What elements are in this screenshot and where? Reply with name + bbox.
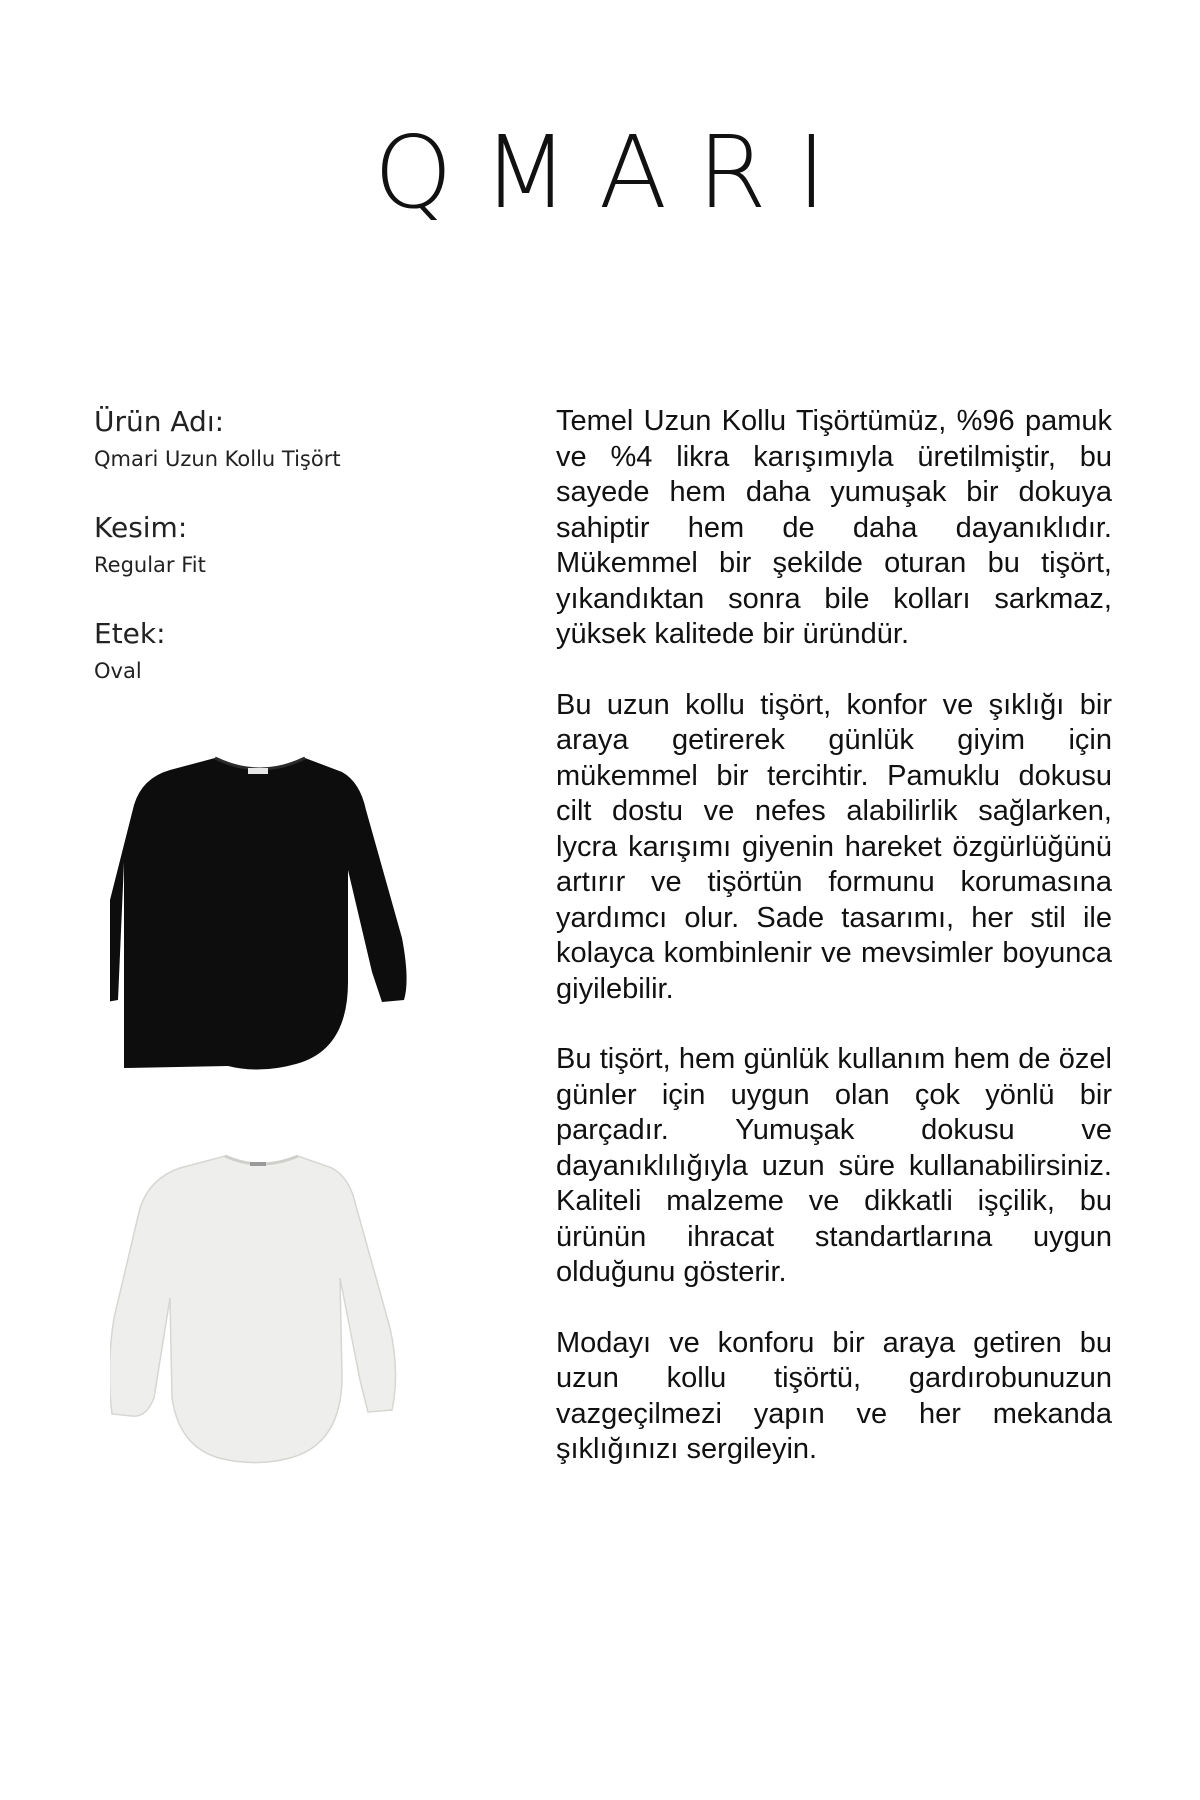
black-shirt-shape	[110, 758, 407, 1070]
spec-product-name	[94, 404, 514, 474]
spec-label: Ürün Adı:	[94, 405, 225, 438]
spec-label: Kesim:	[94, 511, 188, 544]
description-paragraph: Temel Uzun Kollu Tişörtümüz, %96 pamuk ve %4 likra karışımıyla üretilmiştir, bu sayede hem daha yumuşak bir dokuya sahiptir hem de daha dayanıklıdır. Mükemmel bir şekilde oturan bu tişört, yıkandıktan sonra bile kolları sarkmaz, yüksek kalitede bir üründür.	[556, 405, 1112, 650]
description-paragraph: Bu tişört, hem günlük kullanım hem de özel günler için uygun olan çok yönlü bir parçadır. Yumuşak dokusu ve dayanıklılığıyla uzun süre kullanabilirsiniz. Kaliteli malzeme ve dikkatli işçilik, bu ürünün ihracat standartlarına uygun olduğunu gösterir.	[556, 1043, 1112, 1288]
black-long-sleeve-shirt-icon	[110, 750, 410, 1080]
spec-fit	[94, 510, 514, 580]
brand-logo: QMARI	[373, 114, 857, 231]
black-shirt-tag	[248, 768, 268, 774]
product-description	[556, 404, 1112, 1503]
description-paragraph: Modayı ve konforu bir araya getiren bu uzun kollu tişörtü, gardırobunuzun vazgeçilmezi yapın ve her mekanda şıklığınızı sergileyin.	[556, 1326, 1112, 1465]
spec-value: Qmari Uzun Kollu Tişört	[94, 447, 341, 471]
white-long-sleeve-shirt-icon	[110, 1148, 410, 1468]
product-specs	[94, 404, 514, 722]
white-shirt-tag	[250, 1162, 266, 1166]
spec-value: Oval	[94, 659, 142, 683]
spec-value: Regular Fit	[94, 553, 206, 577]
description-paragraph: Bu uzun kollu tişört, konfor ve şıklığı bir araya getirerek günlük giyim için mükemmel bir tercihtir. Pamuklu dokusu cilt dostu ve nefes alabilirlik sağlarken, lycra karışımı giyenin hareket özgürlüğünü artırır ve tişörtün formunu korumasına yardımcı olur. Sade tasarımı, her stil ile kolayca kombinlenir ve mevsimler boyunca giyilebilir.	[556, 688, 1112, 1005]
white-shirt-shape	[110, 1156, 396, 1463]
spec-hem	[94, 616, 514, 686]
spec-label: Etek:	[94, 617, 166, 650]
